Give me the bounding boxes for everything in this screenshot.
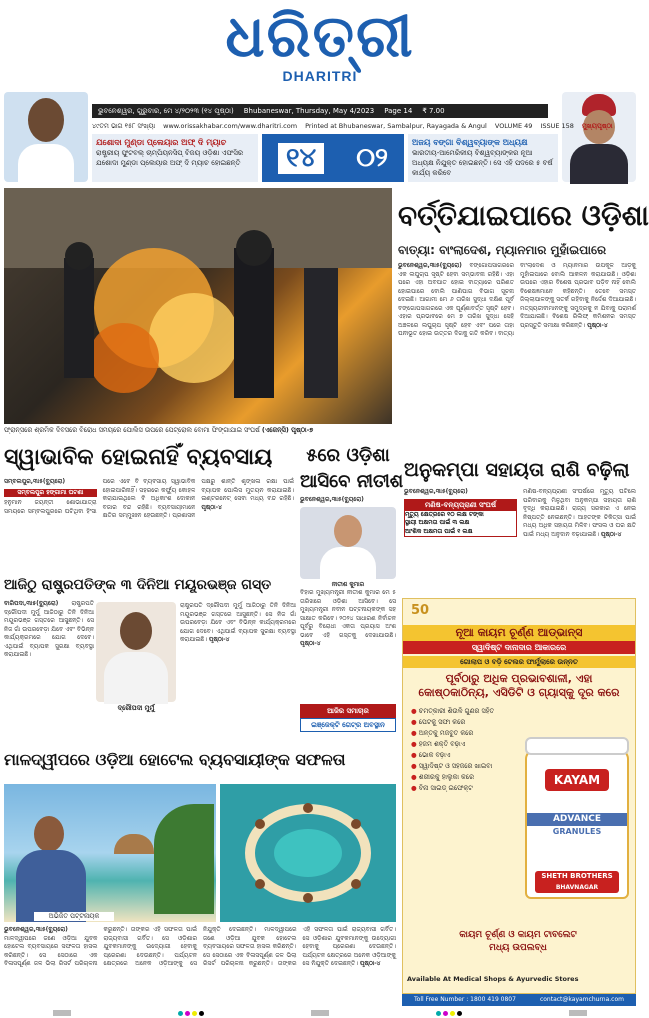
relief-box-title: ମଣିଷ-ବନ୍ୟପ୍ରାଣୀ ସଂଘର୍ଷ bbox=[405, 500, 516, 511]
volume-odia: ୪୯ତମ ଭାଗ ୧୫୮ ସଂଖ୍ୟା bbox=[92, 122, 156, 130]
president-body bbox=[4, 600, 94, 732]
price: ₹ 7.00 bbox=[422, 107, 445, 115]
president-text-2: ରାଷ୍ଟ୍ରପତି ଦ୍ରୌପଦୀ ମୁର୍ମୁ ଆଜିଠାରୁ ତିନି ଦିନିଆ ମୟୂରଭଞ୍ଜ ଗସ୍ତରେ ଆସୁଛନ୍ତି। ସେ ନିଜ ଗାଁ ଉପରବେଡ଼ା ଯିବେ ଏବଂ ବିଭିନ୍ନ କାର୍ଯ୍ୟକ୍ରମରେ ଯୋଗ ଦେବେ। ଏଥିପାଇଁ ବ୍ୟାପକ ସୁରକ୍ଷା ବ୍ୟବସ୍ଥା କରାଯାଇଛି। bbox=[180, 602, 296, 643]
teaser-num-b: ୦୨ bbox=[356, 142, 388, 173]
teaser-right bbox=[408, 134, 558, 182]
ad-main-text: ପୂର୍ବଠାରୁ ଅଧିକ ପ୍ରଭାବଶାଳୀ, ଏହା କୋଷ୍ଠକାଠିନ୍ୟ, ଏସିଡିଟି ଓ ଗ୍ୟାସ୍‌କୁ ଦୂର କରେ bbox=[418, 672, 620, 699]
dateline-bar bbox=[92, 104, 548, 118]
jar-brand: KAYAM bbox=[545, 769, 609, 791]
relief-text: ମଣିଷ-ବନ୍ୟପ୍ରାଣୀ ସଂଘର୍ଷରେ ମୃତ୍ୟୁ ଘଟିଲେ ପରିବାରକୁ ମିଳୁଥିବା ଅନୁକମ୍ପା ସହାୟତା ରାଶି ବୃଦ୍ଧି କରାଯାଇଛି। ରାଜ୍ୟ ସରକାର ଏ ନେଇ ନିଷ୍ପତ୍ତି ନେଇଛନ୍ତି। ଆହତଙ୍କ ଚିକିତ୍ସା ପାଇଁ ମଧ୍ୟ ଅଧିକ ସହାୟତା ମିଳିବ। ଫସଲ ଓ ଘର କ୍ଷତି ପାଇଁ ମଧ୍ୟ ଅନୁଦାନ ବଢ଼ାଯାଇଛି। bbox=[523, 488, 636, 538]
relief-point: ଆଂଶିକ ଅକ୍ଷମତା ପାଇଁ ୧ ଲକ୍ଷ bbox=[405, 527, 473, 535]
resort-illustration bbox=[220, 784, 396, 922]
relief-point: ସ୍ଥାୟୀ ଅକ୍ଷମତା ପାଇଁ ୩ ଲକ୍ଷ bbox=[405, 519, 470, 526]
maldives-body bbox=[4, 926, 396, 1002]
teaser-left-title: ଯଶୋଦା ମୁଣ୍ଡା ପ୍ଲେୟାର ଅଫ୍ ଦି ମ୍ୟାଚ bbox=[96, 138, 227, 147]
business-banner: ସମ୍ବଲପୁର ହଙ୍ଗାମା ଘଟଣା bbox=[4, 489, 97, 498]
ad-point: ● ଭୋକ ବଢ଼ାଏ bbox=[411, 750, 513, 761]
logo-odia: ଧରିତ୍ରୀ bbox=[225, 2, 415, 70]
nitish-photo-caption: ନୀତୀଶ କୁମାର bbox=[331, 580, 365, 588]
cyclone-subhead: ବାତ୍ୟା: ବାଂଲାଦେଶ, ମ୍ୟାନମାର ମୁହାଁଇପାରେ bbox=[398, 243, 607, 257]
reg-bar bbox=[53, 1010, 71, 1016]
ad-point: ● ପେଟକୁ ସଫା କରେ bbox=[411, 717, 513, 728]
ad-point: ● ସ୍ୱାଦିଷ୍ଟ ଓ ସହଜରେ ଖାଇବା bbox=[411, 761, 513, 772]
ad-subtitle: ସ୍ୱାଦିଷ୍ଟ ଦାନାଦାର ଆକାରରେ bbox=[403, 641, 635, 654]
president-text: ରାଷ୍ଟ୍ରପତି ଦ୍ରୌପଦୀ ମୁର୍ମୁ ଆଜିଠାରୁ ତିନି ଦିନିଆ ମୟୂରଭଞ୍ଜ ଗସ୍ତରେ ଆସୁଛନ୍ତି। ସେ ନିଜ ଗାଁ ଉପରବେଡ଼ା ଯିବେ ଏବଂ ବିଭିନ୍ନ କାର୍ଯ୍ୟକ୍ରମରେ ଯୋଗ ଦେବେ। ଏଥିପାଇଁ ବ୍ୟାପକ ସୁରକ୍ଷା ବ୍ୟବସ୍ଥା କରାଯାଇଛି। bbox=[4, 600, 94, 658]
relief-ref: ପୃଷ୍ଠା-୪ bbox=[600, 530, 622, 538]
cyclone-text: ବଙ୍ଗୋପସାଗରରେ ଏକ ଲଘୁଚାପ ସୃଷ୍ଟି ହେବା ସମ୍ଭାବନା ରହିଛି। ଏହା ପରେ ଏହା ଅବପାତ ହୋଇ ବାତ୍ୟାରେ ପରିଣତ ହୋଇପାରେ ବୋଲି ପାଣିପାଗ ବିଭାଗ ସୂଚନା ଦେଇଛି। ଆଗାମୀ ମେ ୬ ତାରିଖ ସୁଦ୍ଧା ଦକ୍ଷିଣ ପୂର୍ବ ବଙ୍ଗୋପସାଗରରେ ଏକ ଘୂର୍ଣ୍ଣାବର୍ତ୍ତ ସୃଷ୍ଟି ହେବ। ଏହାର ପ୍ରଭାବରେ ମେ ୭ ତାରିଖ ସୁଦ୍ଧା ସେହି ଅଞ୍ଚଳରେ ଲଘୁଚାପ ସୃଷ୍ଟି ହେବ ଏବଂ ପରେ ତାହା ଘନୀଭୂତ ହୋଇ ଉତ୍ତର ଦିଗକୁ ଗତି କରିବ। ବାତ୍ୟା ବାଂଲାଦେଶ ଓ ମ୍ୟାନମାର ଉପକୂଳ ଆଡ଼କୁ ମୁହାଁଇପାରେ ବୋଲି ଆକଳନ କରାଯାଉଛି। ଓଡ଼ିଶା ଉପରେ ଏହାର ବିଶେଷ ପ୍ରଭାବ ପଡ଼ିବ ନାହିଁ ବୋଲି ବିଶେଷଜ୍ଞମାନେ କହିଛନ୍ତି। ତେବେ ସମସ୍ତ ଜିଲ୍ଲାପାଳଙ୍କୁ ସତର୍କ ରହିବାକୁ ନିର୍ଦ୍ଦେଶ ଦିଆଯାଇଛି। ମତ୍ସ୍ୟଜୀବୀମାନଙ୍କୁ ସମୁଦ୍ରକୁ ନ ଯିବାକୁ ପରାମର୍ଶ ଦିଆଯାଇଛି। ବିଶେଷ ରିଲିଫ୍ କମିଶନର ସମସ୍ତ ପ୍ରସ୍ତୁତି ସମୀକ୍ଷା କରିଛନ୍ତି। bbox=[398, 262, 636, 337]
cyclone-dateline: ଭୁବନେଶ୍ୱର,୩ା୫(ବ୍ୟୁରୋ) bbox=[398, 262, 462, 269]
contact-email[interactable]: contact@kayamchurna.com bbox=[539, 996, 624, 1003]
cyclone-headline: ବର୍ତ୍ତିଯାଇପାରେ ଓଡ଼ିଶା bbox=[398, 199, 649, 232]
color-dots bbox=[178, 1011, 204, 1016]
ad-points bbox=[403, 704, 513, 794]
nitish-headline-1: ୫ରେ ଓଡ଼ିଶା bbox=[306, 445, 390, 466]
kayam-advert[interactable] bbox=[402, 598, 636, 994]
business-headline: ସ୍ୱାଭାବିକ ହୋଇନାହିଁ ବ୍ୟବସାୟ bbox=[4, 444, 273, 470]
nitish-body bbox=[300, 496, 396, 676]
relief-point: ମୃତ୍ୟୁ କ୍ଷେତ୍ରରେ ୧୦ ଲକ୍ଷ ଟଙ୍କା bbox=[405, 510, 484, 518]
printed-at: Printed at Bhubaneswar, Sambalpur, Rayagada & Angul bbox=[305, 122, 487, 130]
nitish-headline-2: ଆସିବେ ନୀତୀଶ bbox=[300, 471, 404, 492]
lead-photo-caption bbox=[4, 426, 392, 435]
maldives-dateline: ଭୁବନେଶ୍ୱର,୩ା୫(ବ୍ୟୁରୋ) bbox=[4, 926, 68, 933]
teaser-right-text: ଭାରତୀୟ-ଆମେରିକୀୟ ବିଶ୍ୱବ୍ୟାଙ୍କର ନୂଆ ଅଧ୍ୟକ୍ଷ ନିଯୁକ୍ତ ହୋଇଛନ୍ତି। ସେ ଏହି ପଦରେ ୫ ବର୍ଷ କାର୍ଯ୍ୟ କରିବେ bbox=[412, 149, 553, 177]
english-date: Bhubaneswar, Thursday, May 4/2023 bbox=[243, 107, 375, 115]
ad-availability: Available At Medical Shops & Ayurvedic Stores bbox=[407, 975, 579, 983]
caption-ref: (ଏଜେନ୍ସି) ପୃଷ୍ଠା-୭ bbox=[261, 426, 314, 434]
nitish-dateline: ଭୁବନେଶ୍ୱର,୩ା୫(ବ୍ୟୁରୋ) bbox=[300, 496, 364, 503]
protest-illustration bbox=[4, 188, 392, 424]
jar-product: ADVANCE bbox=[527, 813, 627, 826]
president-body-2 bbox=[180, 602, 296, 732]
jar-maker bbox=[535, 871, 619, 893]
ad-title: ନୂଆ କାୟମ ଚୂର୍ଣ୍ଣ ଆଡ୍‌ଭାନ୍ସ bbox=[403, 625, 635, 641]
teaser-left bbox=[92, 134, 258, 182]
president-photo-caption: ଦ୍ରୌପଦୀ ମୁର୍ମୁ bbox=[117, 704, 155, 712]
president-photo bbox=[96, 602, 176, 702]
box-banner-text: ଇଞ୍ଜେକ୍ଟି ଗେଟ୍‌ର ଅବସ୍ଥାନ bbox=[300, 718, 396, 732]
maker-city: BHAVNAGAR bbox=[555, 884, 599, 891]
maldives-text: ମାଳଦ୍ୱୀପରେ ଜଣେ ଓଡ଼ିଆ ଯୁବକ ହୋଟେଲ ବ୍ୟବସାୟରେ ସଫଳତା ହାସଲ କରିଛନ୍ତି। ସେ ସେଠାରେ ଏକ ବିଳାସପୂର୍ଣ୍ଣ ଜଳ ଭିଲା ରିସର୍ଟ ପରିଚାଳନା କରୁଛନ୍ତି। ତାଙ୍କର ଏହି ସଫଳତା ପାଇଁ ରାଜ୍ୟବାସୀ ଗର୍ବିତ। ସେ ଓଡ଼ିଶାର ଯୁବକମାନଙ୍କୁ ଉଦ୍ୟୋଗୀ ହେବାକୁ ପ୍ରେରଣା ଦେଉଛନ୍ତି। ପର୍ଯ୍ୟଟନ କ୍ଷେତ୍ରରେ ଅନେକ ଓଡ଼ିଆଙ୍କୁ ସେ ନିଯୁକ୍ତି ଦେଇଛନ୍ତି। bbox=[4, 926, 257, 967]
maker-name: SHETH BROTHERS bbox=[541, 872, 613, 880]
teaser-numbers bbox=[262, 134, 404, 182]
color-dots bbox=[436, 1011, 462, 1016]
jar-lid bbox=[525, 737, 629, 755]
maldives-headline: ମାଳଦ୍ୱୀପରେ ଓଡ଼ିଆ ହୋଟେଲ ବ୍ୟବସାୟୀଙ୍କ ସଫଳତା bbox=[4, 750, 346, 769]
logo-latin: DHARITRI bbox=[282, 68, 358, 84]
dateline-info bbox=[92, 120, 613, 132]
business-ref: ପୃଷ୍ଠା-୪ bbox=[201, 503, 222, 511]
toll-free: Toll Free Number : 1800 419 0807 bbox=[414, 996, 516, 1003]
cyclone-body bbox=[398, 262, 636, 440]
maldives-photo-resort bbox=[220, 784, 396, 922]
cyclone-ref: ପୃଷ୍ଠା-୪ bbox=[587, 321, 608, 329]
president-ref: ପୃଷ୍ଠା-୪ bbox=[208, 636, 230, 643]
teaser-photo-right bbox=[562, 92, 636, 182]
business-dateline: ସମ୍ବଲପୁର,୩ା୫(ବ୍ୟୁରୋ) bbox=[4, 478, 66, 485]
page-tag: ମୁଖ୍ୟପୃଷ୍ଠା bbox=[581, 122, 613, 130]
lead-photo bbox=[4, 188, 392, 424]
volume: VOLUME 49 bbox=[494, 122, 533, 130]
product-jar bbox=[525, 749, 629, 899]
ad-strip: ଗୋଲାପ ଓ ବଡ଼ି ଟେଲର ଫାର୍ମୁଲାରେ ଉନ୍ନତ bbox=[403, 656, 635, 668]
ad-point: ● ବିନା ସାଇଡ୍ ଇଫେକ୍ଟ bbox=[411, 783, 513, 794]
caption-text: ଫ୍ରାନ୍ସରେ ଶ୍ରମିକ ଦିବସରେ ବିରୋଧ ସମୟରେ ପୋଲିସ ଉପରେ ପେଟ୍ରୋଲ ବୋମା ଫିଙ୍ଗାଯାଇ ସଂଘର୍ଷ bbox=[4, 426, 260, 434]
maldives-photo-caption: ଅଭିଜିତ ପଟ୍ଟନାୟକ bbox=[34, 912, 114, 921]
ad-point: ● ଶରୀରକୁ ହାଲୁକା କରେ bbox=[411, 772, 513, 783]
ad-badge: 50 bbox=[411, 603, 430, 618]
nitish-ref: ପୃଷ୍ଠା-୪ bbox=[300, 640, 321, 647]
reg-bar bbox=[569, 1010, 587, 1016]
maldives-photo-person bbox=[4, 784, 216, 922]
odia-date: ଭୁବନେଶ୍ୱର, ଗୁରୁବାର, ମେ ୪/୨୦୨୩ (୧୪ ପୃଷ୍ଠା) bbox=[98, 107, 234, 115]
president-dateline: ବାରିପଦା,୩ା୫(ବ୍ୟୁରୋ) bbox=[4, 600, 59, 607]
masthead-logo bbox=[200, 4, 440, 88]
nitish-text: ବିହାର ମୁଖ୍ୟମନ୍ତ୍ରୀ ନୀତୀଶ କୁମାର ମେ ୫ ତାରିଖରେ ଓଡ଼ିଶା ଆସିବେ। ସେ ମୁଖ୍ୟମନ୍ତ୍ରୀ ନବୀନ ପଟ୍ଟନାୟକଙ୍କ ସହ ସାକ୍ଷାତ କରିବେ। ୨୦୨୪ ସାଧାରଣ ନିର୍ବାଚନ ପୂର୍ବରୁ ବିରୋଧୀ ଏକତା ପ୍ରୟାସ ଅଂଶ ଭାବେ ଏହି ଗସ୍ତକୁ ଦେଖାଯାଉଛି। bbox=[300, 589, 396, 639]
ad-footer bbox=[402, 994, 636, 1006]
ad-point: ● ଅନ୍ତକୁ ମଜବୁତ କରେ bbox=[411, 728, 513, 739]
relief-headline: ଅନୁକମ୍ପା ସହାୟତା ରାଶି ବଢ଼ିଲା bbox=[404, 459, 630, 481]
president-headline: ଆଜିଠୁ ରାଷ୍ଟ୍ରପତିଙ୍କ ୩ ଦିନିଆ ମୟୂରଭଞ୍ଜ ଗସ୍ତ bbox=[4, 577, 272, 593]
business-body bbox=[4, 478, 294, 566]
websites: www.orissakhabar.com/www.dharitri.com bbox=[163, 122, 298, 130]
issue: ISSUE 158 bbox=[540, 122, 574, 130]
nitish-photo bbox=[300, 507, 396, 579]
teaser-left-text: ରାଷ୍ଟ୍ରୀୟ ଫୁଟବଲ୍ ଚାମ୍ପିୟନସିପ୍ ବିଜୟ ଓଡ଼ିଶା ଏଫସିର ଯଶୋଦା ମୁଣ୍ଡା ପ୍ଲେୟାର ଅଫ୍ ଦି ମ୍ୟାଚ ହୋଇଛନ୍ତି bbox=[96, 149, 244, 167]
teaser-right-title: ଅଜୟ ବଙ୍ଗା ବିଶ୍ୱବ୍ୟାଙ୍କ ଅଧ୍ୟକ୍ଷ bbox=[412, 138, 528, 147]
relief-dateline: ଭୁବନେଶ୍ୱର,୩ା୫(ବ୍ୟୁରୋ) bbox=[404, 488, 468, 495]
business-text: ହନୁମାନ ଜୟନ୍ତୀ ଶୋଭାଯାତ୍ରା ସମୟରେ ସମ୍ବଲପୁରରେ ଘଟିଥିବା ହିଂସା ପରେ ଏବେ ବି ବ୍ୟବସାୟ ସ୍ୱାଭାବିକ ହୋଇପାରିନାହିଁ। ସହରରେ କର୍ଫ୍ୟୁ କୋହଳ କରାଯାଇଥିଲେ ବି ଅଧିକାଂଶ ଦୋକାନ ବଜାର ବନ୍ଦ ରହିଛି। ବ୍ୟବସାୟୀମାନେ କ୍ଷତିର ସମ୍ମୁଖୀନ ହେଉଛନ୍ତି। ପ୍ରଶାସନ ପକ୍ଷରୁ ଶାନ୍ତି ଶୃଙ୍ଖଳା ରକ୍ଷା ପାଇଁ ବ୍ୟାପକ ପୋଲିସ ମୁତୟନ କରାଯାଇଛି। ଇଣ୍ଟରନେଟ୍ ସେବା ମଧ୍ୟ ବନ୍ଦ ରହିଛି। bbox=[4, 478, 294, 519]
reg-bar bbox=[311, 1010, 329, 1016]
maldives-ref: ପୃଷ୍ଠା-୪ bbox=[359, 960, 381, 967]
box-banner-label: ଆଜିର ସମାଚାର bbox=[300, 704, 396, 718]
teaser-num-a: ୧୪ bbox=[278, 143, 324, 174]
maldives-text-2: ମାଳଦ୍ୱୀପରେ ଜଣେ ଓଡ଼ିଆ ଯୁବକ ହୋଟେଲ ବ୍ୟବସାୟରେ ସଫଳତା ହାସଲ କରିଛନ୍ତି। ସେ ସେଠାରେ ଏକ ବିଳାସପୂର୍ଣ୍ଣ ଜଳ ଭିଲା ରିସର୍ଟ ପରିଚାଳନା କରୁଛନ୍ତି। ତାଙ୍କର ଏହି ସଫଳତା ପାଇଁ ରାଜ୍ୟବାସୀ ଗର୍ବିତ। ସେ ଓଡ଼ିଶାର ଯୁବକମାନଙ୍କୁ ଉଦ୍ୟୋଗୀ ହେବାକୁ ପ୍ରେରଣା ଦେଉଛନ୍ତି। ପର୍ଯ୍ୟଟନ କ୍ଷେତ୍ରରେ ଅନେକ ଓଡ଼ିଆଙ୍କୁ ସେ ନିଯୁକ୍ତି ଦେଇଛନ୍ତି। bbox=[203, 926, 396, 967]
ad-point: ● ହଜମ ଶକ୍ତି ବଢ଼ାଏ bbox=[411, 739, 513, 750]
ad-point: ● ଚମତ୍କାରୀ ଶିଉଳି ଗୁଣର ସହିତ bbox=[411, 706, 513, 717]
relief-body bbox=[404, 488, 636, 596]
jar-product-sub: GRANULES bbox=[552, 827, 602, 836]
teaser-photo-left bbox=[4, 92, 88, 182]
registration-marks bbox=[0, 1008, 640, 1018]
ad-bottom-text: କାୟମ ଚୂର୍ଣ୍ଣ ଓ କାୟମ ଟାବଲେଟ ମଧ୍ୟ ଉପଲବ୍ଧ bbox=[459, 930, 577, 953]
page-number: Page 14 bbox=[384, 107, 413, 115]
relief-box bbox=[404, 499, 517, 538]
